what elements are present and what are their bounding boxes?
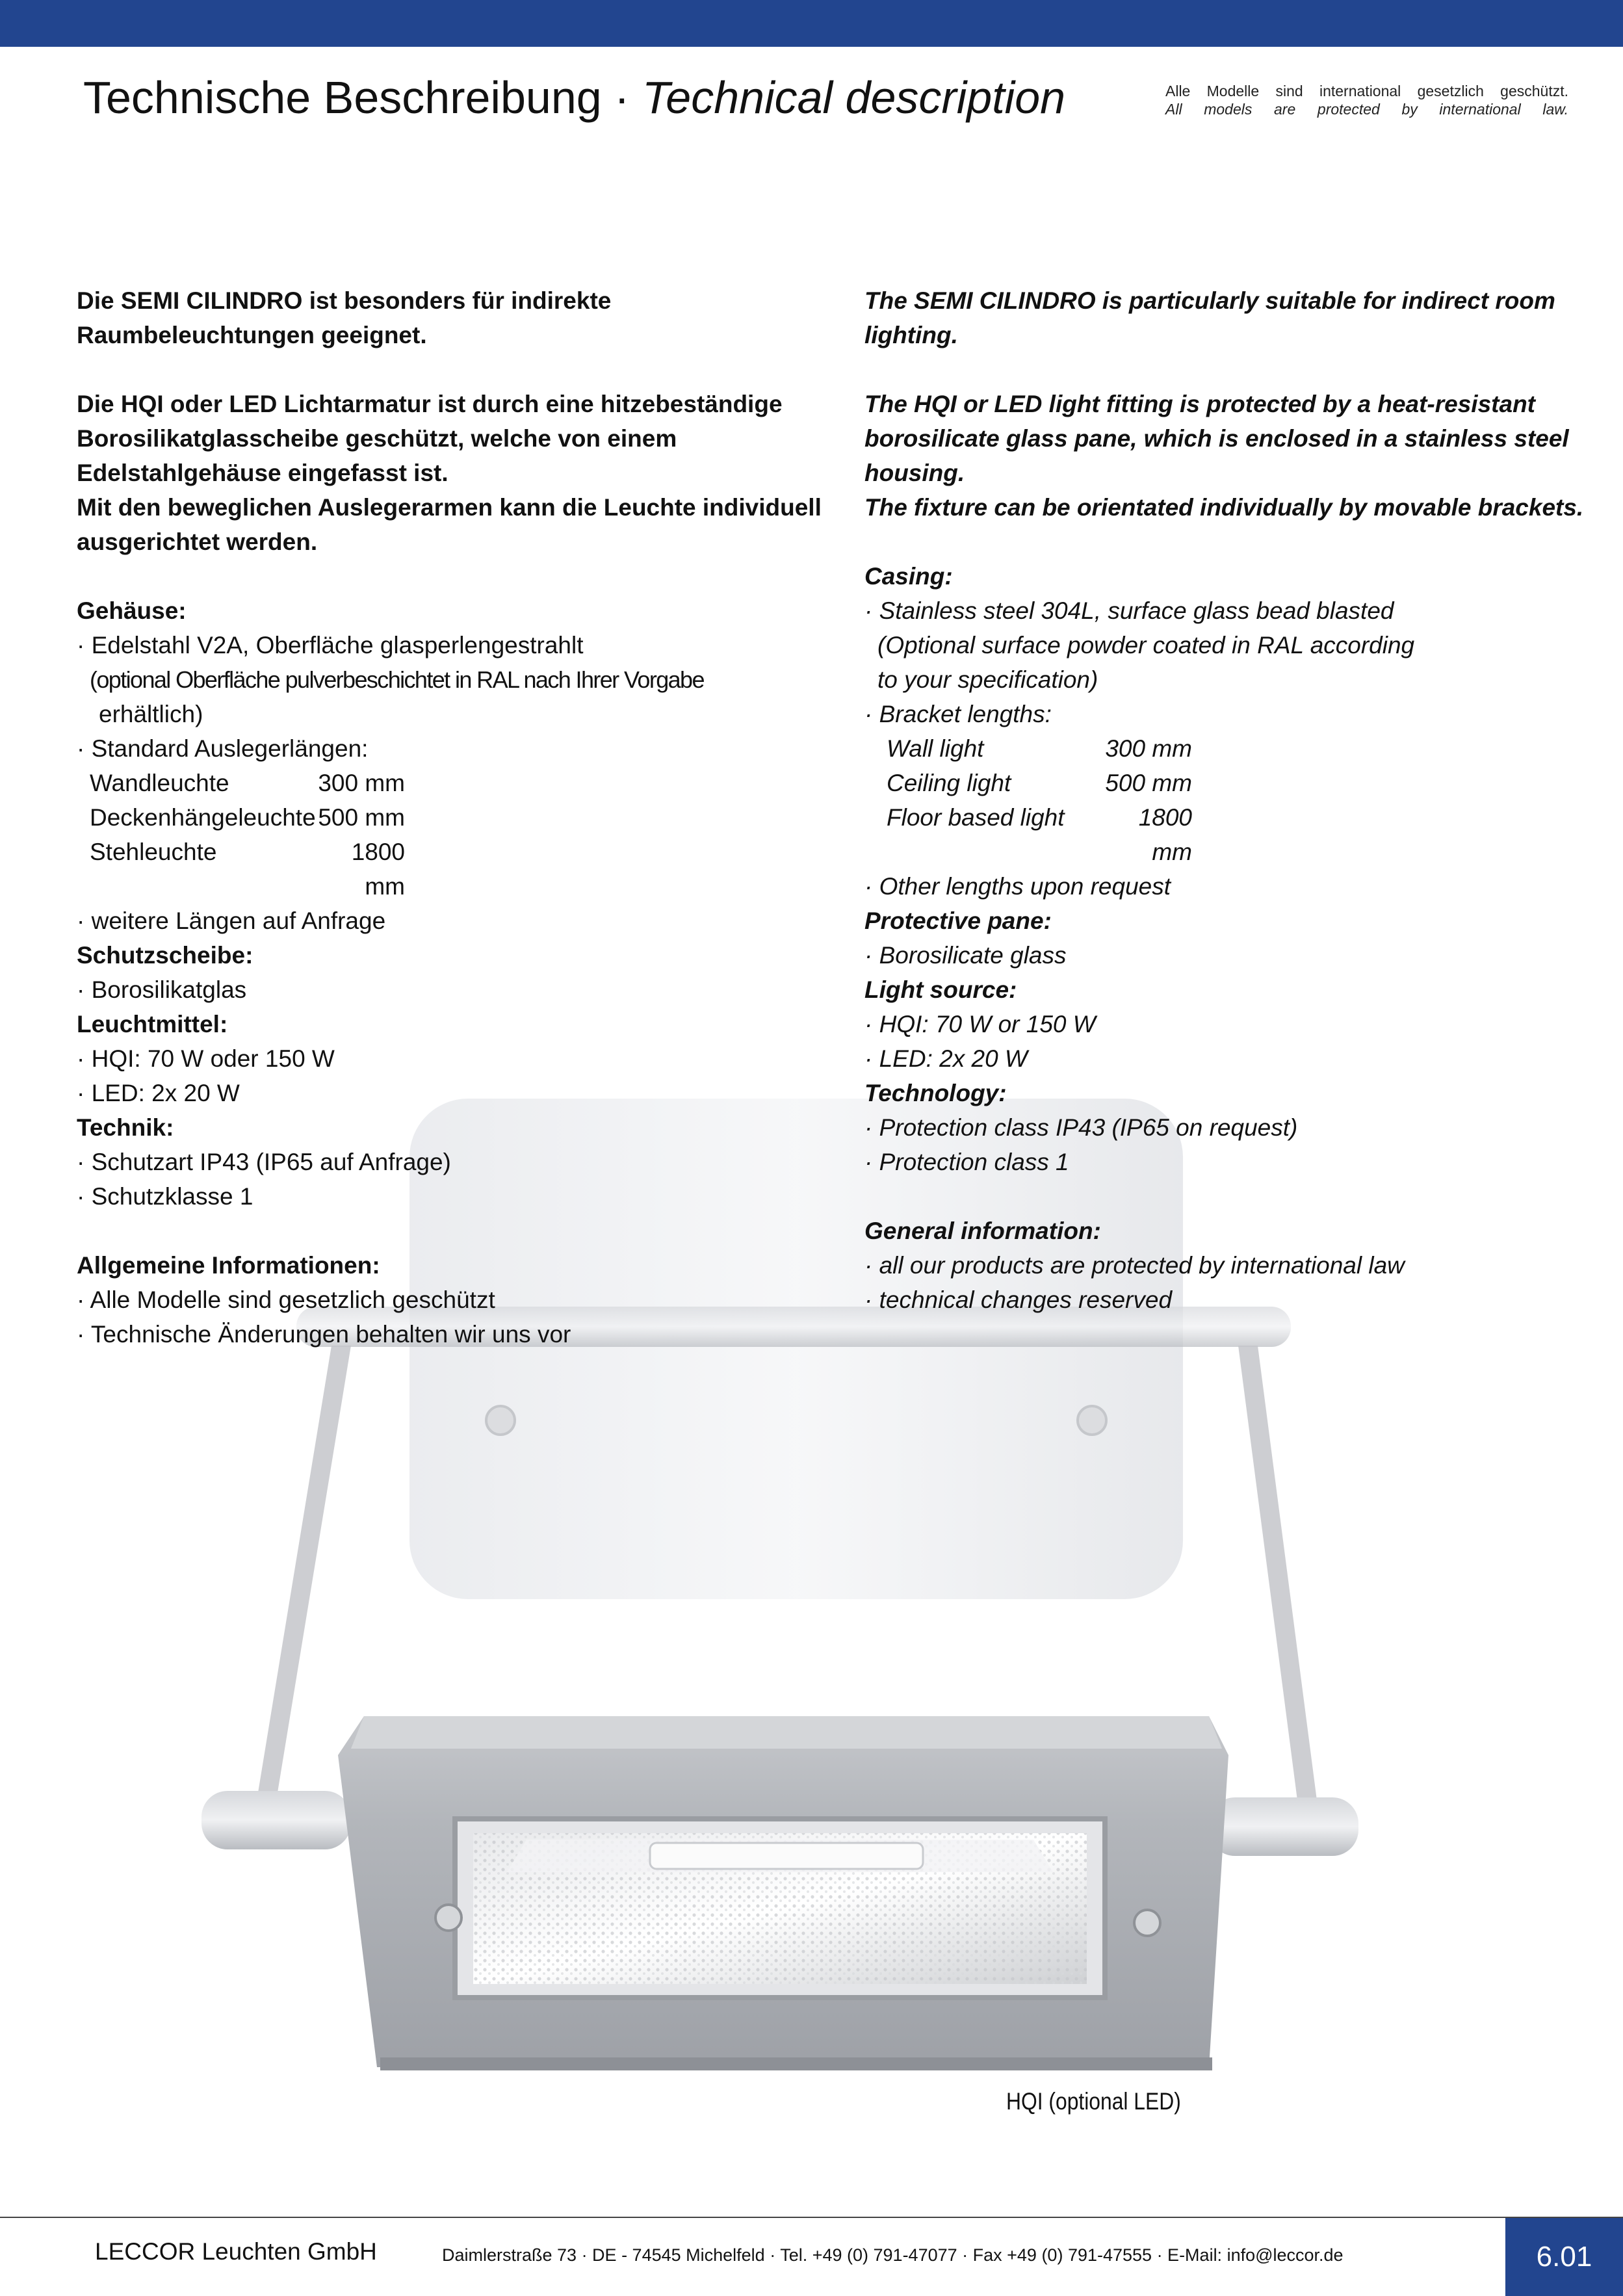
en-info-heading: General information: (864, 1218, 1101, 1244)
protection-notice-german: Alle Modelle sind international gesetzlich geschützt. (1165, 83, 1568, 99)
en-bracket-label: Wall light (887, 735, 984, 762)
en-bracket-heading: · Bracket lengths: (864, 701, 1052, 727)
top-color-bar (0, 0, 1623, 47)
de-more-lengths: · weitere Längen auf Anfrage (77, 907, 386, 934)
de-intro-2: Die HQI oder LED Lichtarmatur ist durch eine hitzebeständige Borosilikatglasscheibe geschützt, welche von einem Edelstahlgehäuse eingefasst ist. (77, 391, 783, 486)
de-intro-1: Die SEMI CILINDRO ist besonders für indirekte Raumbeleuchtungen geeignet. (77, 287, 612, 348)
en-intro-3: The fixture can be orientated individually by movable brackets. (864, 494, 1584, 521)
en-info-line-1: · all our products are protected by international law (864, 1252, 1405, 1279)
en-tech-line-1: · Protection class IP43 (IP65 on request) (864, 1114, 1298, 1141)
de-bracket-value: 300 mm (318, 770, 405, 796)
en-bracket-value: 300 mm (1105, 735, 1192, 762)
de-bracket-row (77, 800, 824, 835)
en-intro-2: The HQI or LED light fitting is protected by a heat-resistant borosilicate glass pane, which is enclosed in a stainless steel housing. (864, 391, 1569, 486)
en-info-line-2: · technical changes reserved (864, 1286, 1173, 1313)
de-casing-line-3: erhältlich) (99, 701, 203, 727)
de-bracket-heading: · Standard Auslegerlängen: (77, 735, 369, 762)
de-light-line-1: · HQI: 70 W oder 150 W (77, 1045, 335, 1072)
english-column (864, 283, 1586, 1317)
footer-address: Daimlerstraße 73 · DE - 74545 Michelfeld · Tel. +49 (0) 791-47077 · Fax +49 (0) 791-47555 · E-Mail: info@leccor.de (442, 2245, 1344, 2265)
de-pane-heading: Schutzscheibe: (77, 942, 253, 969)
page-number: 6.01 (1505, 2218, 1623, 2296)
de-light-line-2: · LED: 2x 20 W (77, 1080, 240, 1106)
de-tech-line-2: · Schutzklasse 1 (77, 1183, 253, 1210)
en-casing-line-2: (Optional surface powder coated in RAL according (877, 632, 1415, 659)
en-tech-heading: Technology: (864, 1080, 1007, 1106)
german-column (77, 283, 824, 1351)
page-title (83, 70, 1065, 125)
en-bracket-label: Floor based light (887, 804, 1065, 831)
en-bracket-value: 500 mm (1105, 770, 1192, 796)
en-casing-line-1: · Stainless steel 304L, surface glass bead blasted (864, 597, 1394, 624)
de-info-line-1: · Alle Modelle sind gesetzlich geschützt (77, 1286, 495, 1313)
de-light-heading: Leuchtmittel: (77, 1011, 228, 1037)
de-bracket-label: Stehleuchte (90, 839, 217, 865)
de-casing-line-1: · Edelstahl V2A, Oberfläche glasperlengestrahlt (77, 632, 584, 659)
title-english: Technical description (642, 72, 1066, 123)
en-light-line-2: · LED: 2x 20 W (864, 1045, 1028, 1072)
en-intro-1: The SEMI CILINDRO is particularly suitable for indirect room lighting. (864, 287, 1555, 348)
en-bracket-row (864, 731, 1586, 766)
de-casing-line-2: (optional Oberfläche pulverbeschichtet in RAL nach Ihrer Vorgabe (90, 666, 704, 693)
de-bracket-label: Wandleuchte (90, 770, 229, 796)
en-pane-line: · Borosilicate glass (864, 942, 1067, 969)
en-casing-heading: Casing: (864, 563, 953, 590)
en-bracket-label: Ceiling light (887, 770, 1011, 796)
en-more-lengths: · Other lengths upon request (864, 873, 1171, 900)
de-casing-heading: Gehäuse: (77, 597, 187, 624)
protection-notice (1165, 82, 1568, 118)
en-pane-heading: Protective pane: (864, 907, 1052, 934)
de-bracket-value: 1800 mm (351, 839, 405, 900)
en-bracket-row (864, 800, 1586, 869)
de-info-heading: Allgemeine Informationen: (77, 1252, 380, 1279)
footer-company: LECCOR Leuchten GmbH (95, 2238, 377, 2265)
en-tech-line-2: · Protection class 1 (864, 1149, 1069, 1175)
de-bracket-label: Deckenhängeleuchte (90, 804, 316, 831)
en-light-line-1: · HQI: 70 W or 150 W (864, 1011, 1096, 1037)
photo-caption: HQI (optional LED) (1006, 2088, 1181, 2115)
en-bracket-value: 1800 mm (1138, 804, 1192, 865)
de-tech-line-1: · Schutzart IP43 (IP65 auf Anfrage) (77, 1149, 451, 1175)
title-german: Technische Beschreibung · (83, 72, 642, 123)
protection-notice-english: All models are protected by international law. (1165, 101, 1568, 118)
de-bracket-value: 500 mm (318, 804, 405, 831)
de-info-line-2: · Technische Änderungen behalten wir uns vor (77, 1321, 571, 1348)
de-bracket-row (77, 835, 824, 904)
en-casing-line-3: to your specification) (877, 666, 1098, 693)
footer-divider (0, 2217, 1623, 2218)
de-intro-3: Mit den beweglichen Auslegerarmen kann die Leuchte individuell ausgerichtet werden. (77, 494, 822, 555)
en-light-heading: Light source: (864, 976, 1017, 1003)
de-bracket-row (77, 766, 824, 800)
en-bracket-row (864, 766, 1586, 800)
de-pane-line: · Borosilikatglas (77, 976, 247, 1003)
de-tech-heading: Technik: (77, 1114, 174, 1141)
